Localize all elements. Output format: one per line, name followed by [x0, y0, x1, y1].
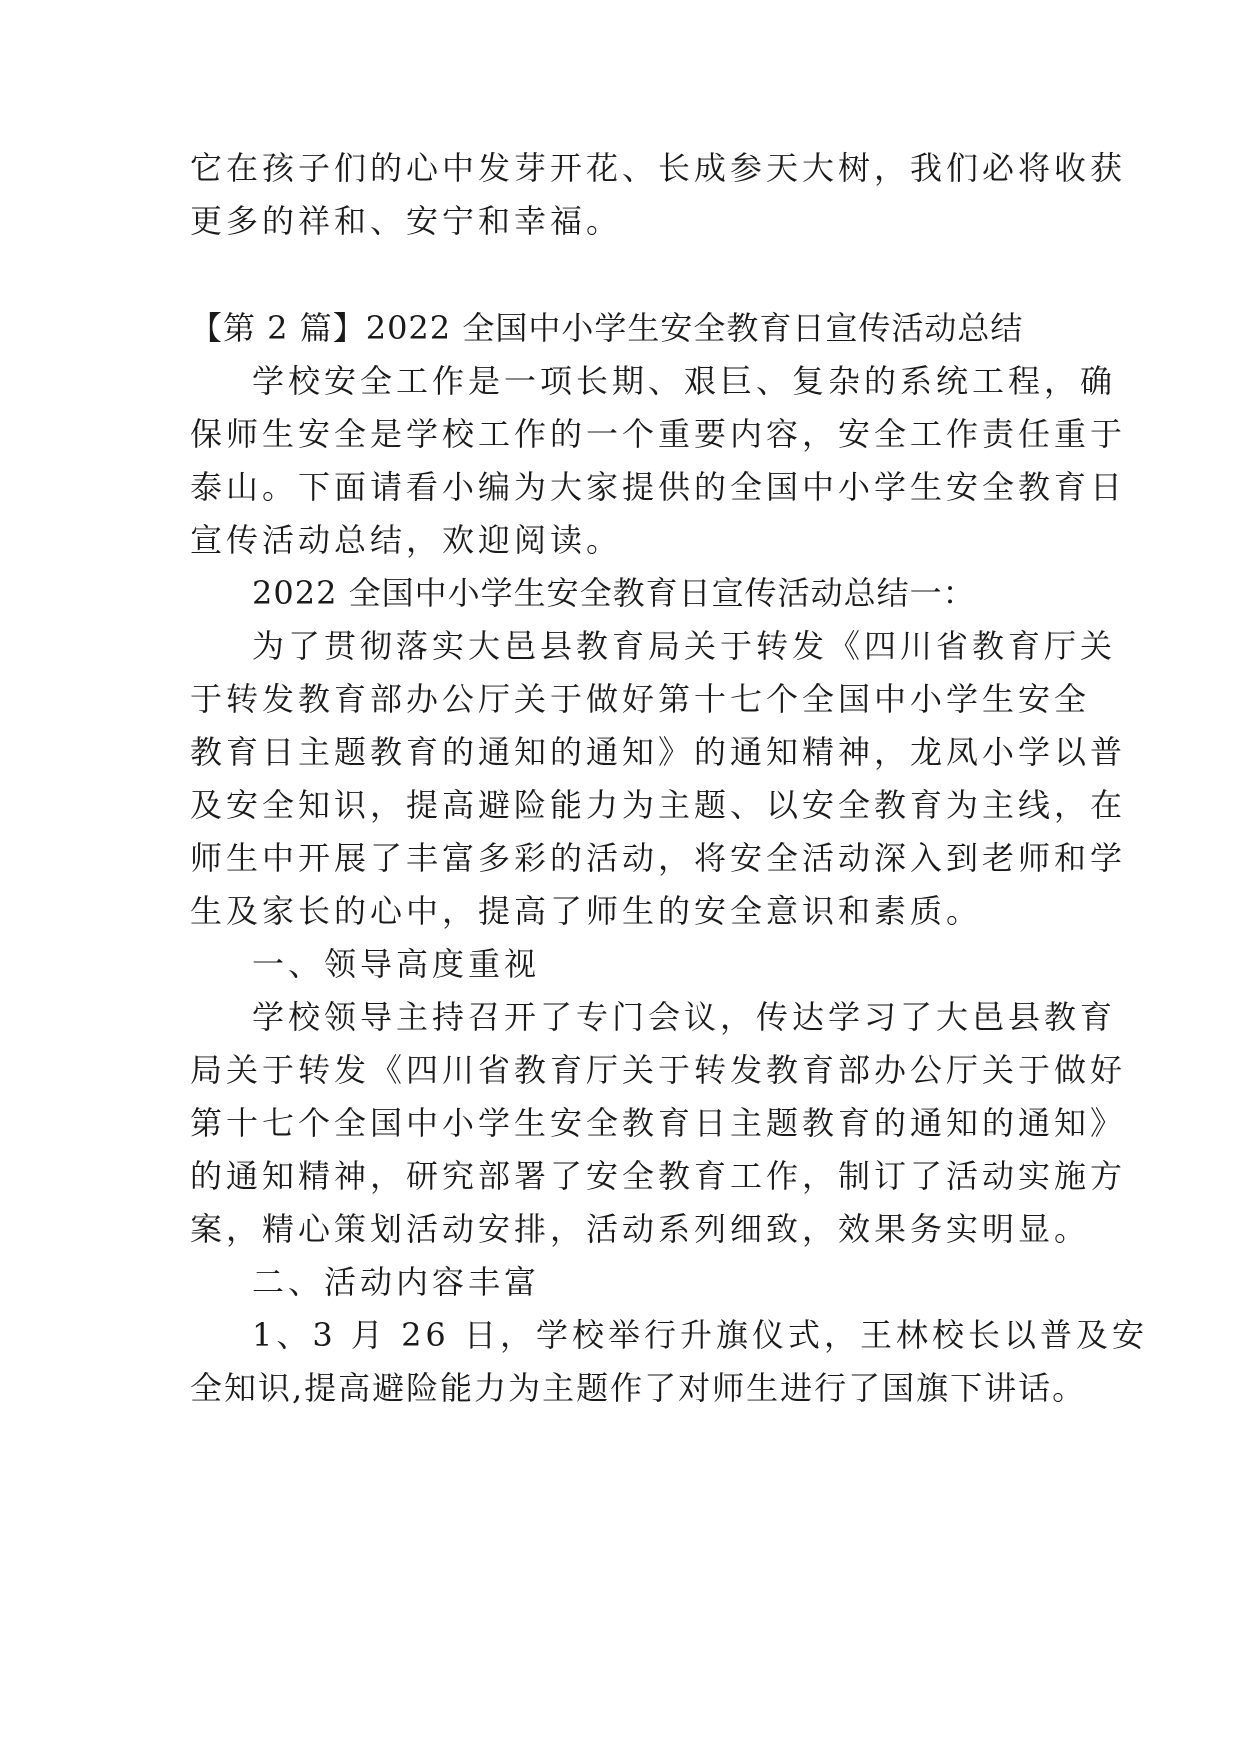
paragraph-line: 于转发教育部办公厅关于做好第十七个全国中小学生安全 — [190, 680, 1091, 718]
paragraph-line: 泰山。下面请看小编为大家提供的全国中小学生安全教育日 — [190, 468, 1127, 506]
paragraph-line: 它在孩子们的心中发芽开花、长成参天大树，我们必将收获 — [190, 149, 1127, 187]
paragraph-line: 学校领导主持召开了专门会议，传达学习了大邑县教育 — [252, 998, 1117, 1036]
paragraph-line: 全知识,提高避险能力为主题作了对师生进行了国旗下讲话。 — [190, 1369, 1087, 1407]
section-title: 【第 2 篇】2022 全国中小学生安全教育日宣传活动总结 — [190, 309, 1024, 347]
paragraph-line: 及安全知识，提高避险能力为主题、以安全教育为主线，在 — [190, 786, 1127, 824]
paragraph-line: 师生中开展了丰富多彩的活动，将安全活动深入到老师和学 — [190, 839, 1127, 877]
section-heading-2: 二、活动内容丰富 — [252, 1263, 541, 1301]
subtitle-line: 2022 全国中小学生安全教育日宣传活动总结一： — [252, 574, 976, 612]
section-heading-1: 一、领导高度重视 — [252, 945, 541, 983]
paragraph-line: 1、3 月 26 日，学校举行升旗仪式，王林校长以普及安 — [252, 1316, 1148, 1354]
paragraph-line: 保师生安全是学校工作的一个重要内容，安全工作责任重于 — [190, 415, 1127, 453]
paragraph-line: 案，精心策划活动安排，活动系列细致，效果务实明显。 — [190, 1210, 1091, 1248]
paragraph-line: 为了贯彻落实大邑县教育局关于转发《四川省教育厅关 — [252, 627, 1117, 665]
paragraph-line: 更多的祥和、安宁和幸福。 — [190, 202, 623, 240]
paragraph-line: 学校安全工作是一项长期、艰巨、复杂的系统工程，确 — [252, 362, 1117, 400]
paragraph-line: 宣传活动总结，欢迎阅读。 — [190, 521, 623, 559]
paragraph-line: 教育日主题教育的通知的通知》的通知精神，龙凤小学以普 — [190, 733, 1127, 771]
paragraph-line: 局关于转发《四川省教育厅关于转发教育部办公厅关于做好 — [190, 1051, 1127, 1089]
paragraph-line: 生及家长的心中，提高了师生的安全意识和素质。 — [190, 892, 983, 930]
paragraph-line: 第十七个全国中小学生安全教育日主题教育的通知的通知》 — [190, 1104, 1127, 1142]
paragraph-line: 的通知精神，研究部署了安全教育工作，制订了活动实施方 — [190, 1157, 1127, 1195]
